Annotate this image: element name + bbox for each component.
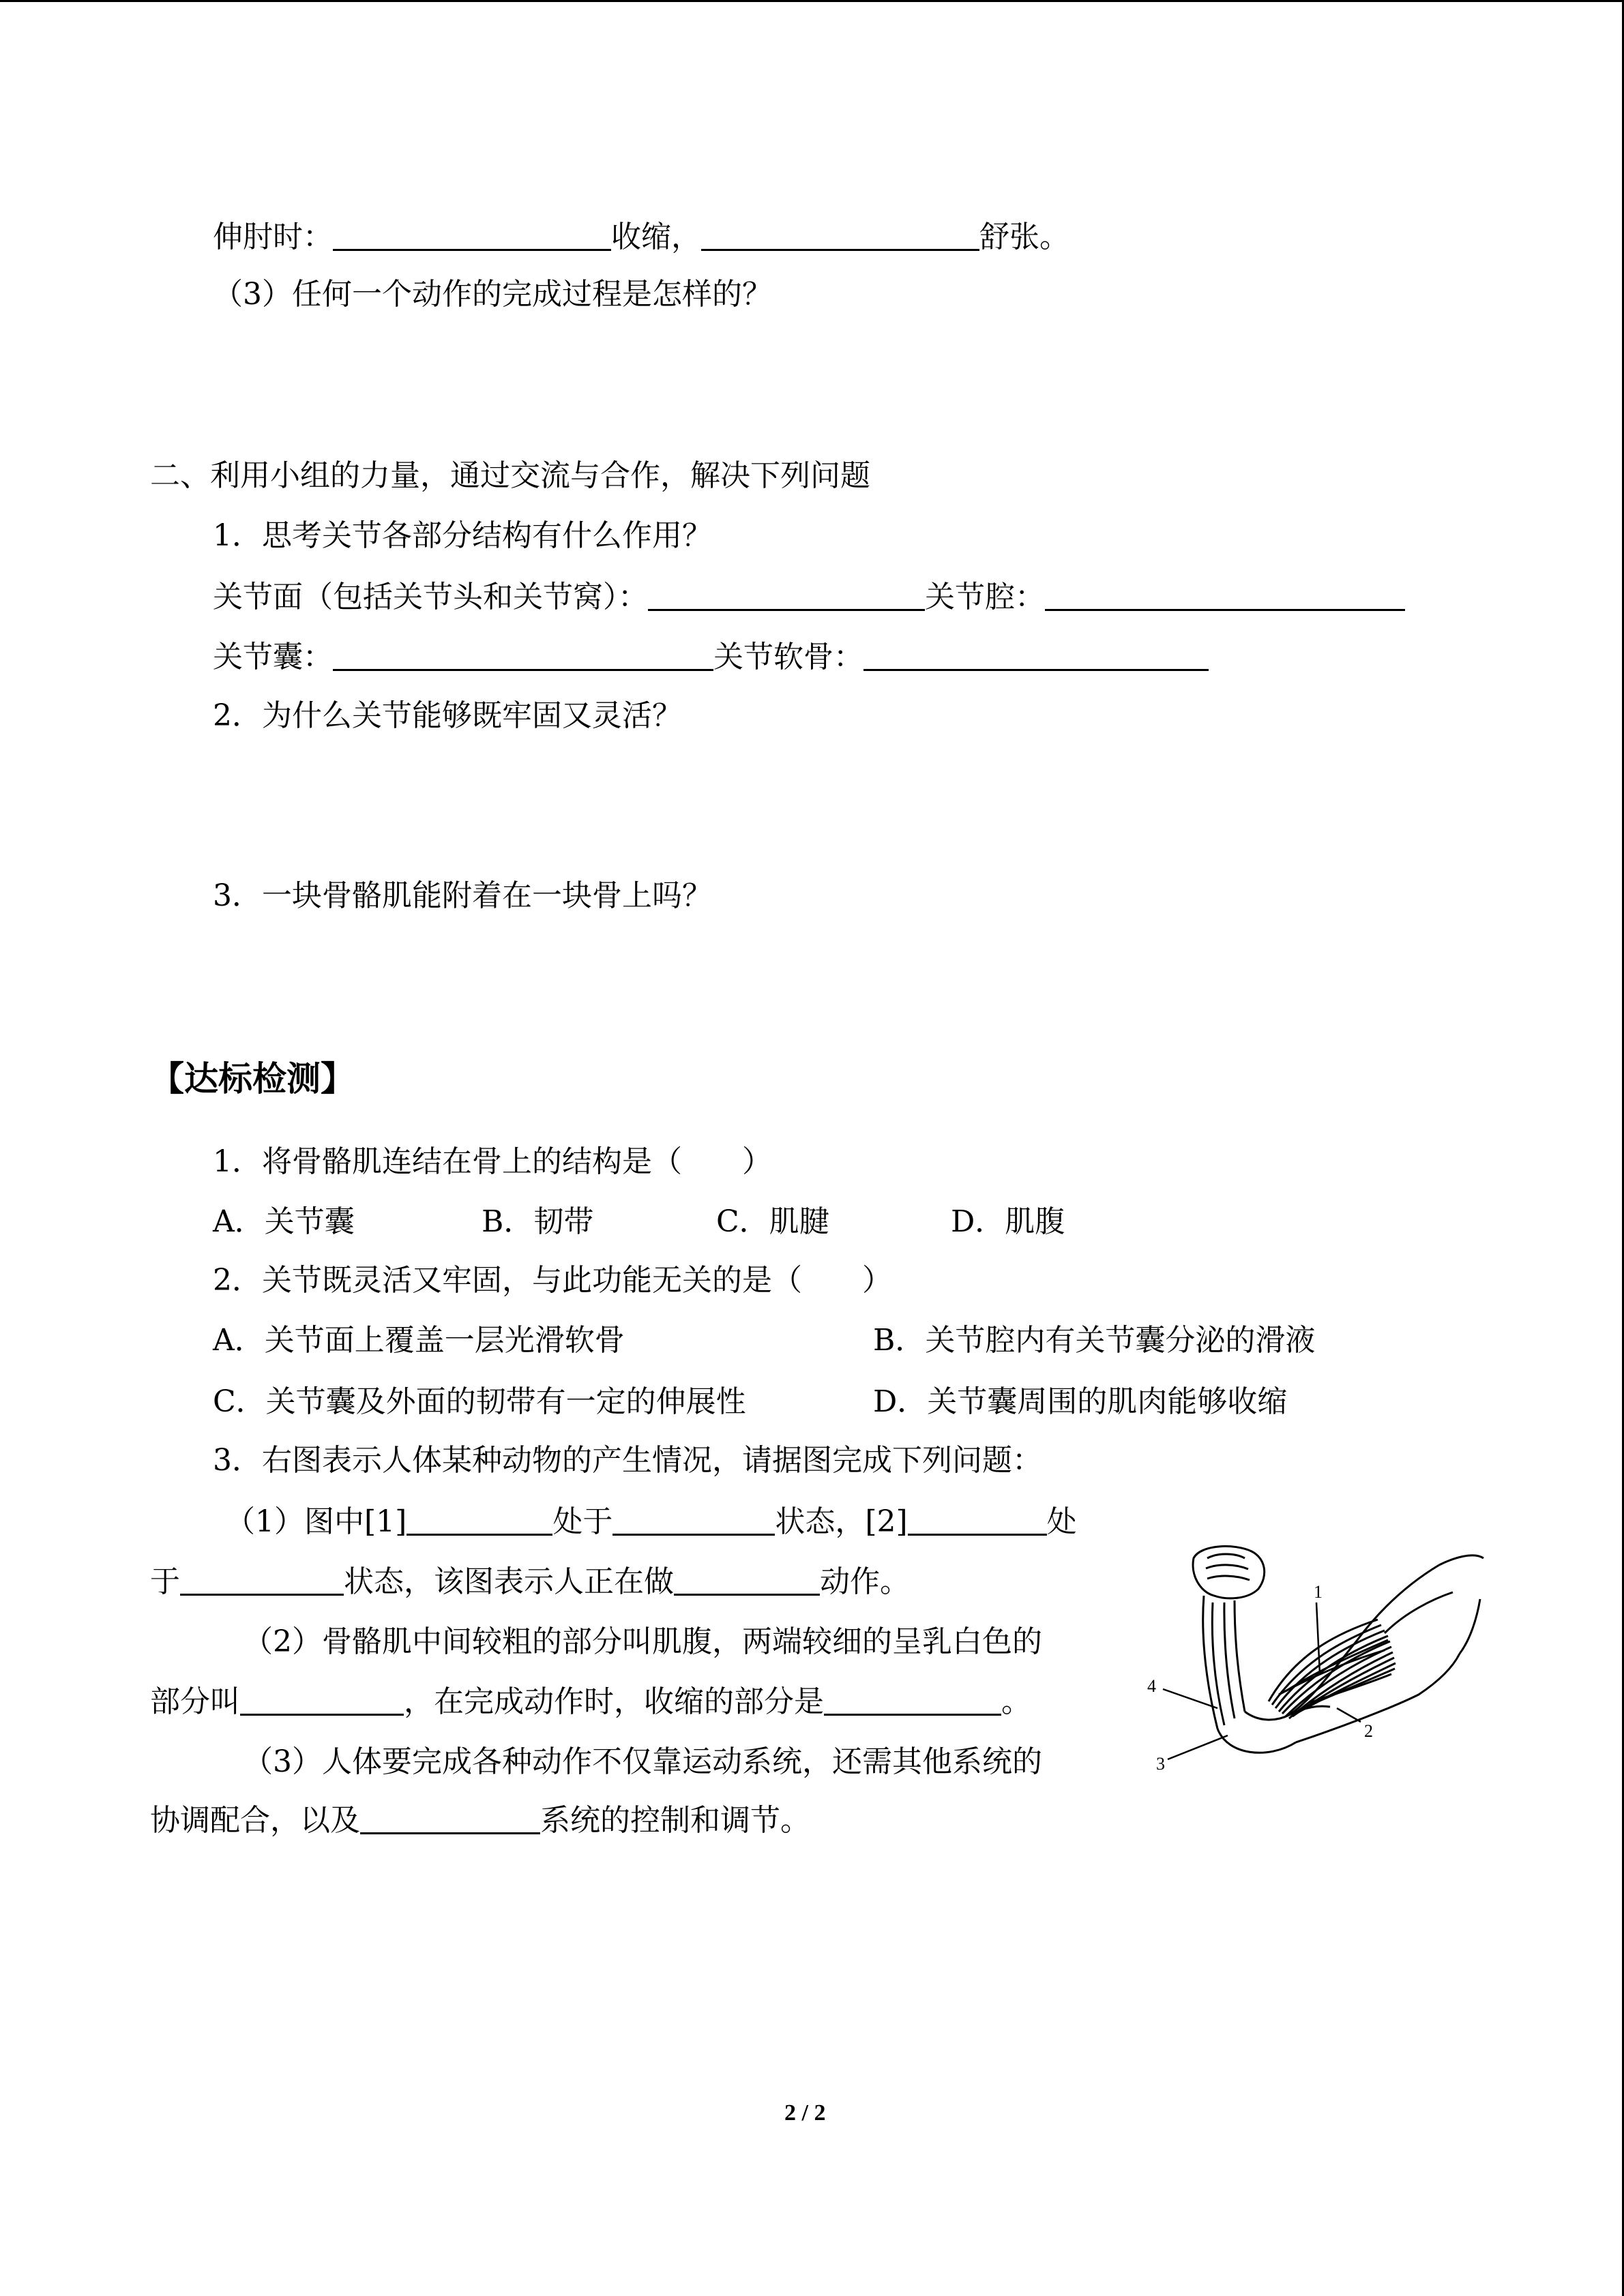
section-2-question-1: 1．思考关节各部分结构有什么作用？ [213,518,712,553]
figure-label-2: 2 [1364,1721,1373,1741]
answer-blank[interactable] [180,1564,344,1596]
arm-outline [1193,1547,1483,1753]
section-2-question-3: 3．一块骨骼肌能附着在一块骨上吗？ [213,878,712,913]
answer-blank[interactable] [333,219,611,251]
answer-blank[interactable] [1045,579,1405,611]
page-number: 2 / 2 [784,2100,826,2126]
q1-option-c: C．肌腱 [716,1204,829,1239]
figure-label-4: 4 [1147,1676,1156,1696]
figure-label-1: 1 [1314,1582,1323,1602]
q2-option-a: A．关节面上覆盖一层光滑软骨 [213,1323,625,1358]
answer-blank[interactable] [701,219,979,251]
test-heading: 【达标检测】 [150,1058,355,1099]
answer-blank[interactable] [360,1802,540,1834]
q3-part-2-line-2: 部分叫 ，在完成动作时，收缩的部分是 。 [150,1684,1031,1719]
answer-blank[interactable] [824,1684,1001,1716]
test-question-1: 1．将骨骼肌连结在骨上的结构是（ ） [213,1144,772,1179]
q2-option-c: C．关节囊及外面的韧带有一定的伸展性 [213,1384,746,1419]
answer-blank[interactable] [863,639,1209,671]
q3-part-1-line-2: 于 状态，该图表示人正在做 动作。 [150,1564,910,1599]
answer-blank[interactable] [333,639,713,671]
q3-part-3-line-2: 协调配合，以及 系统的控制和调节。 [150,1803,810,1838]
q2-option-b: B．关节腔内有关节囊分泌的滑液 [873,1323,1316,1358]
biceps-muscle [1269,1620,1396,1718]
answer-blank[interactable] [240,1684,404,1716]
answer-blank[interactable] [612,1504,775,1536]
q1-option-b: B．韧带 [482,1204,594,1239]
answer-blank[interactable] [674,1564,820,1596]
answer-blank[interactable] [407,1504,552,1536]
figure-label-3: 3 [1156,1754,1165,1774]
section-2-heading: 二、利用小组的力量，通过交流与合作，解决下列问题 [150,458,870,493]
test-question-2: 2．关节既灵活又牢固，与此功能无关的是（ ） [213,1263,892,1298]
q2-option-d: D．关节囊周围的肌肉能够收缩 [873,1384,1288,1419]
extension-line: 伸肘时： 收缩， 舒张。 [213,220,1069,254]
section-2-question-2: 2．为什么关节能够既牢固又灵活？ [213,698,682,733]
answer-blank[interactable] [908,1504,1047,1536]
q1-option-d: D．肌腹 [951,1204,1065,1239]
q3-part-1-line-1: （1）图中[1] 处于 状态，[2] 处 [225,1504,1077,1539]
arm-flexion-figure [1132,1538,1487,1783]
page-border-top [0,0,1624,2]
leader-lines [1163,1602,1361,1759]
test-question-3: 3．右图表示人体某种动物的产生情况，请据图完成下列问题： [213,1443,1042,1478]
q3-part-2-line-1: （2）骨骼肌中间较粗的部分叫肌腹，两端较细的呈乳白色的 [243,1624,1042,1659]
answer-blank[interactable] [648,579,925,611]
q1-option-a: A．关节囊 [213,1204,355,1239]
question-3-action-process: （3）任何一个动作的完成过程是怎样的？ [213,277,772,312]
q3-part-3-line-1: （3）人体要完成各种动作不仅靠运动系统，还需其他系统的 [243,1744,1042,1779]
joint-capsule-line: 关节囊： 关节软骨： [213,637,1209,678]
joint-surface-line: 关节面（包括关节头和关节窝）： 关节腔： [213,577,1405,618]
